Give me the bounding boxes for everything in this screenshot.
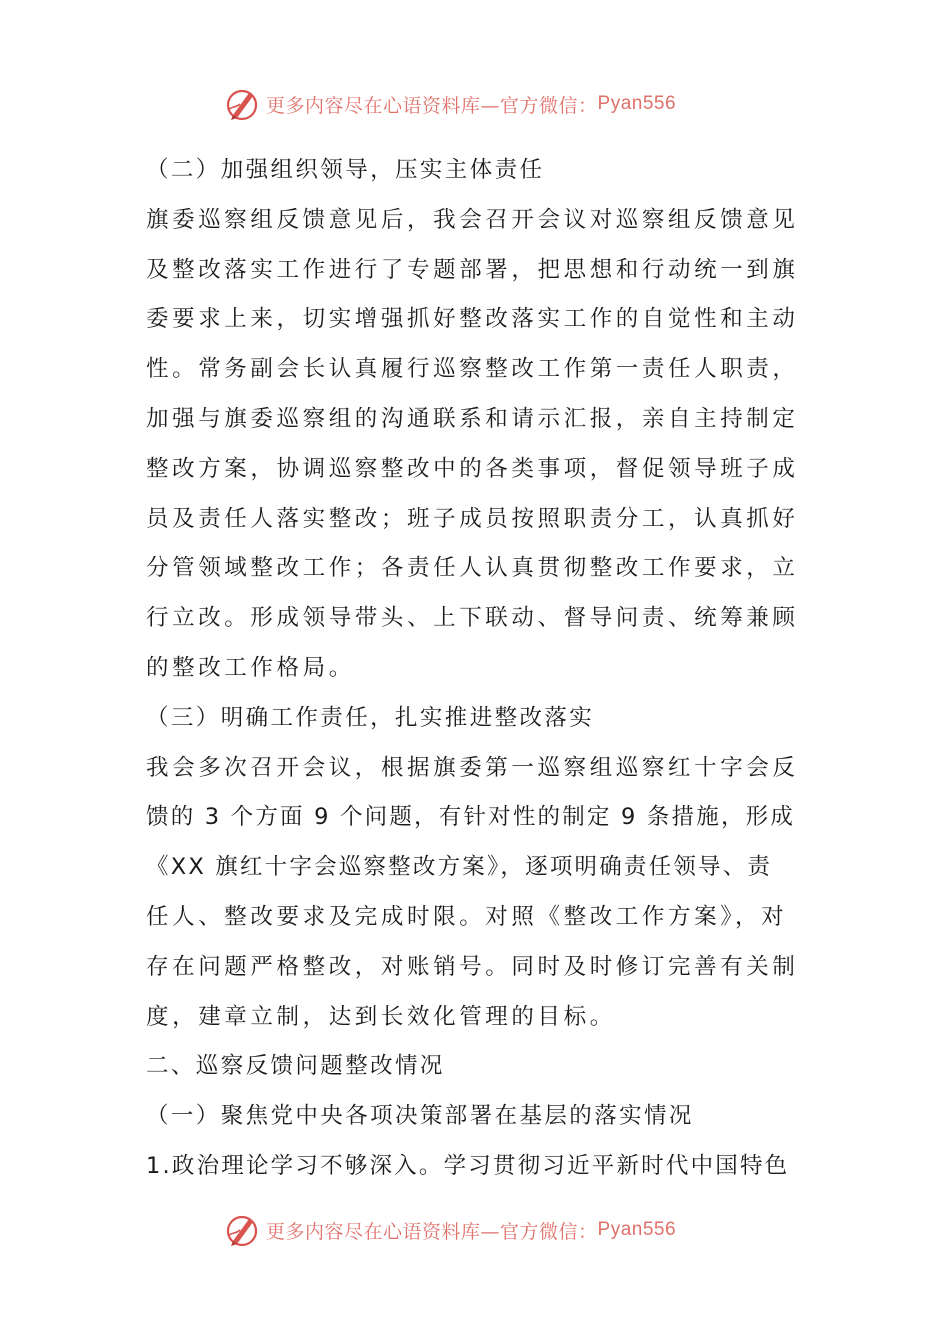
- watermark-wechat-id: Pyan556: [597, 1219, 677, 1240]
- watermark-header: [222, 84, 742, 124]
- section-heading: （一）聚焦党中央各项决策部署在基层的落实情况: [146, 1103, 694, 1130]
- paragraph-line: 行立改。形成领导带头、上下联动、督导问责、统筹兼顾: [146, 605, 799, 632]
- paragraph-line: 馈的 3 个方面 9 个问题，有针对性的制定 9 条措施，形成: [146, 804, 796, 831]
- watermark-text: 更多内容尽在心语资料库—官方微信：: [266, 94, 598, 117]
- watermark-wechat-id: Pyan556: [597, 93, 677, 114]
- watermark-text: 更多内容尽在心语资料库—官方微信：: [266, 1220, 598, 1243]
- chapter-heading: 二、巡察反馈问题整改情况: [146, 1053, 445, 1080]
- section-heading: （二）加强组织领导，压实主体责任: [146, 157, 545, 183]
- watermark-footer: [222, 1210, 742, 1250]
- section-heading: （三）明确工作责任，扎实推进整改落实: [146, 704, 595, 731]
- paragraph-line: 《XX 旗红十字会巡察整改方案》，逐项明确责任领导、责: [146, 854, 773, 881]
- document-body: [146, 146, 806, 1192]
- paragraph-line: 分管领域整改工作；各责任人认真贯彻整改工作要求，立: [146, 555, 799, 582]
- paragraph-line: 加强与旗委巡察组的沟通联系和请示汇报，亲自主持制定: [146, 405, 799, 432]
- paragraph-line: 性。常务副会长认真履行巡察整改工作第一责任人职责，: [146, 356, 799, 383]
- paragraph-line: 的整改工作格局。: [146, 654, 355, 681]
- paragraph-line: 委要求上来，切实增强抓好整改落实工作的自觉性和主动: [146, 306, 799, 333]
- paragraph-line: 度，建章立制，达到长效化管理的目标。: [146, 1003, 616, 1030]
- paragraph-line: 任人、整改要求及完成时限。对照《整改工作方案》，对: [146, 903, 788, 930]
- paragraph-line: 及整改落实工作进行了专题部署，把思想和行动统一到旗: [146, 256, 799, 283]
- pen-logo-icon: [222, 1210, 262, 1250]
- paragraph-line: 存在问题严格整改，对账销号。同时及时修订完善有关制: [146, 953, 799, 980]
- paragraph-line: 旗委巡察组反馈意见后，我会召开会议对巡察组反馈意见: [146, 206, 799, 233]
- paragraph-line: 我会多次召开会议，根据旗委第一巡察组巡察红十字会反: [146, 754, 799, 781]
- paragraph-line: 员及责任人落实整改；班子成员按照职责分工，认真抓好: [146, 505, 799, 532]
- paragraph-line: 1.政治理论学习不够深入。学习贯彻习近平新时代中国特色: [146, 1152, 790, 1179]
- paragraph-line: 整改方案，协调巡察整改中的各类事项，督促领导班子成: [146, 455, 799, 482]
- pen-logo-icon: [222, 84, 262, 124]
